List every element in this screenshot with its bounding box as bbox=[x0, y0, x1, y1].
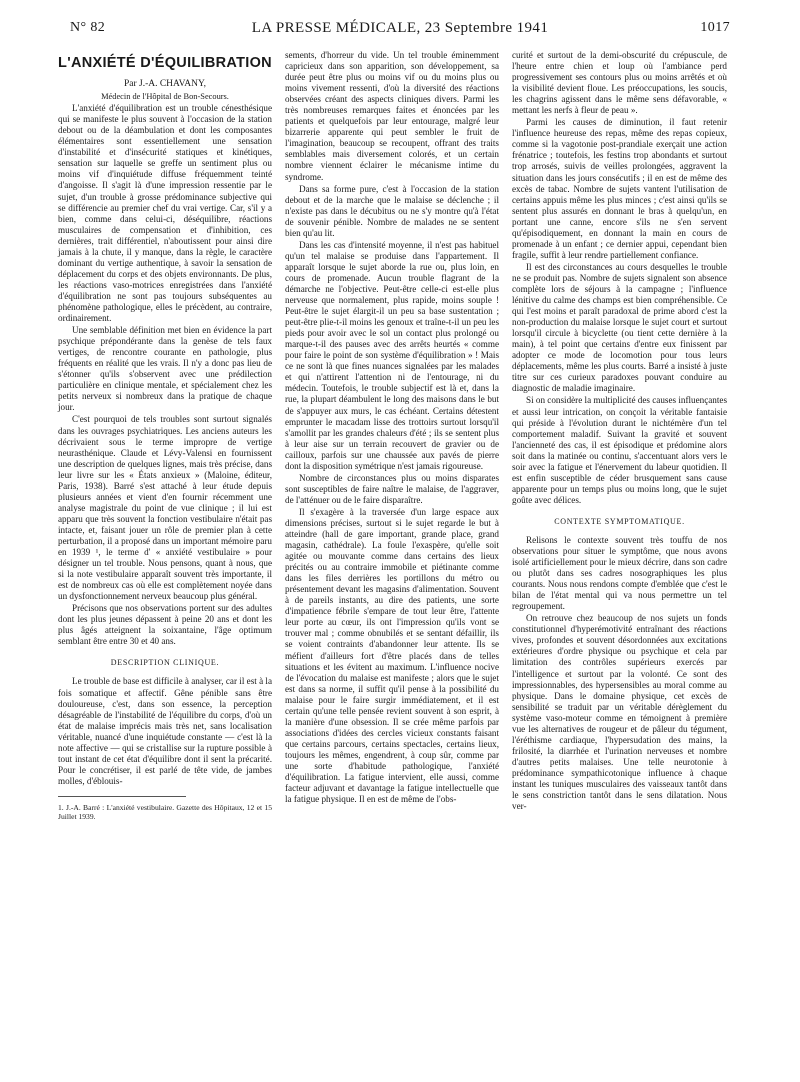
author-affiliation: Médecin de l'Hôpital de Bon-Secours. bbox=[101, 92, 229, 102]
column-2 bbox=[285, 50, 499, 806]
paragraph: L'anxiété d'équilibration est un trouble cénesthésique qui se manifeste le plus souvent à l'occasion de la station debout ou de la déambulation et dont les composantes élémentaires sont essentiellement une sensation d'instabilité et d'insécurité statiques et kinétiques, sensation sur laquelle se greffe un sentiment plus ou moins vif d'inquiétude diffuse fréquemment teinté d'angoisse. Il s'agit là d'une impression ressentie par le sujet, d'un trouble à grosse prédominance subjective qui se différencie au premier chef du vrai vertige. Car, s'il y a bien, comme dans celui-ci, déséquilibre, réactions musculaires de compensation et d'inhibition, ces dernières, trait différentiel, n'aboutissent pour ainsi dire jamais à la chute, il y manque, dans la règle, le caractère dominant du vertige authentique, à savoir la sensation de déplacement du corps et des objets environnants. De plus, les réactions vaso-motrices enregistrées dans l'anxiété d'équilibration ne sont pas toujours subséquentes au phénomène pathologique, elles le précèdent, au contraire, ordinairement. bbox=[58, 103, 272, 324]
paragraph: curité et surtout de la demi-obscurité du crépuscule, de l'heure entre chien et loup où l'ambiance perd progressivement ses contours plus ou moins arrêtés et où la visibilité devient floue. Les préoccupations, les soucis, les chagrins agissent dans le même sens défavorable, « mettant les nerfs à fleur de peau ». bbox=[512, 50, 727, 116]
article-title: L'ANXIÉTÉ D'ÉQUILIBRATION bbox=[58, 55, 272, 71]
paragraph: Il s'exagère à la traversée d'un large espace aux dimensions précises, surtout si le sujet regarde le but à atteindre (hall de gare important, grande place, grand magasin, cathédrale). La foule l'exaspère, qu'elle soit agitée ou mouvante comme dans certains des lieux précités ou au contraire immobile et piétinante comme dans les files derrières les portillons du métro ou présentement devant les magasins d'alimentation. Souvent à de pareils instants, au dire des patients, une sorte d'impatience fébrile s'empare de tout leur être, l'attente leur porte au cœur, ils ont l'impression qu'ils vont se trouver mal ; comme obnubilés et se sentant défaillir, ils se voient contraints d'abandonner leur attente. Ils se méfient d'ailleurs fort d'être placés dans de telles situations et les évitent au maximum. L'influence nocive de l'évocation du malaise est manifeste ; alors que le sujet est dans sa norme, il suffit qu'il pense à la possibilité du malaise pour le faire surgir immédiatement, et il est certain qu'une telle pensée revient souvent à son esprit, à la manière d'une obsession. Il se crée même parfois par associations d'idées des cercles vicieux constants faisant que certains parcours, certains spectacles, certains lieux, toujours les mêmes, engendrent, à coup sûr, comme par une sorte d'habitude pathologique, l'anxiété d'équilibration. La fatigue intervient, elle aussi, comme facteur adjuvant et davantage la fatigue intellectuelle que la fatigue physique. Il en est de même de l'obs- bbox=[285, 506, 499, 805]
page-number: 1017 bbox=[700, 20, 730, 35]
paragraph: C'est pourquoi de tels troubles sont surtout signalés dans les ouvrages psychiatriques. Les anciens auteurs les décrivaient sous le terme impropre de vertige neurasthénique. Claude et Lévy-Valensi en fournissent une description de quelques lignes, mais très précise, dans leur livre sur les « États anxieux » (Maloine, éditeur, Paris, 1938). Barré s'est attaché à leur étude depuis plusieurs années et vient d'en fournir récemment une analyse magistrale du point de vue clinique ; il lui est apparu que très souvent la fonction vestibulaire n'était pas intacte, et, faisant jouer un rôle de premier plan à cette perturbation, il a proposé dans un important mémoire paru en 1939 ¹, le terme d' « anxiété vestibulaire » pour désigner un tel trouble. Nous pensons, quant à nous, que si la note vestibulaire apparaît souvent très importante, il est de nombreux cas où elle est complètement noyée dans un dysfonctionnement nerveux beaucoup plus général. bbox=[58, 414, 272, 602]
paragraph: sements, d'horreur du vide. Un tel trouble éminemment capricieux dans son apparition, son développement, sa durée peut être plus ou moins vif ou du moins plus ou moins vivement ressenti, d'où la diversité des réactions observées créant des aspects cliniques divers. Parmi les très nombreuses remarques faites et énoncées par les patients et quelquefois par leur entourage, malgré leur bizarrerie apparente qui peut sembler le fruit de l'imagination, beaucoup se recoupent, offrant des traits semblables mais diversement colorés, et un certain nombre viennent éclairer le mécanisme intime du syndrome. bbox=[285, 50, 499, 182]
paragraph: Une semblable définition met bien en évidence la part psychique prépondérante dans la genèse de tels faux vertiges, de rencontre courante en pathologie, plus fréquents en réalité que les vrais. Il n'y a donc pas lieu de s'étonner qu'ils s'observent avec une prédilection particulière en clinique mentale, et spécialement chez les petits nerveux si nombreux dans la pratique de chaque jour. bbox=[58, 325, 272, 413]
paragraph: Parmi les causes de diminution, il faut retenir l'influence heureuse des repas, même des repas copieux, comme si la vagotonie post-prandiale exerçait une action frénatrice ; toutefois, les festins trop abondants et surtout trop arrosés, suivis de veilles prolongées, aggravent la situation dans les jours consécutifs ; il en est de même des excès de tabac. Nombre de sujets vantent l'utilisation de certains appuis même les plus minces ; c'est ainsi qu'ils se sentent plus assurés en donnant le bras à quelqu'un, en portant une canne, encore s'ils ne s'en servent qu'épisodiquement, en donnant la main en cours de promenade à un enfant ; ce dernier appui, cependant bien fragile, suffit à leur rendre partiellement confiance. bbox=[512, 117, 727, 260]
paragraph: Dans les cas d'intensité moyenne, il n'est pas habituel qu'un tel malaise se produise dans l'appartement. Il apparaît lorsque le sujet aborde la rue ou, plus loin, en cours de promenade. Aucun trouble flagrant de la démarche ne l'objective. Peut-être celle-ci est-elle plus nerveuse que normalement, plus rapide, moins souple ! Peut-être le sujet élargit-il un peu sa base sustentation ; peut-être plie-t-il moins les genoux et traîne-t-il un peu les pieds pour avoir avec le sol un contact plus prolongé ou marque-t-il des pauses avec des arrêts heurtés « comme pour faire le point de son système d'équilibration » ! Mais ce ne sont là que fines nuances signalées par les malades et qui n'attirent l'attention ni de l'entourage, ni du médecin. Toutefois, le trouble subjectif est là et, dans la rue, la plupart déambulent le long des maisons dans le but de s'appuyer aux murs, le cas échéant. Certains détestent emprunter le macadam lisse des trottoirs surtout lorsqu'il s'amollit par les grandes chaleurs d'été ; ils se sentent plus à leur aise sur un terrain recouvert de gravier ou de cailloux, parfois sur une chaussée aux pavés de pierre dont la disposition symétrique n'est jamais rigoureuse. bbox=[285, 239, 499, 471]
paragraph: Relisons le contexte souvent très touffu de nos observations pour situer le symptôme, que nous avons isolé artificiellement pour le mieux décrire, dans son cadre ou plutôt dans ses cadres nosographiques les plus courants. Nous nous rendons compte d'emblée que c'est le bilan de l'état mental qui va nous permettre un tel regroupement. bbox=[512, 534, 727, 612]
column-1 bbox=[58, 50, 272, 823]
issue-number: N° 82 bbox=[70, 20, 106, 35]
paragraph: On retrouve chez beaucoup de nos sujets un fonds constitutionnel d'hyperémotivité entraînant des réactions vives, profondes et souvent désordonnées aux excitations extérieures d'ordre physique ou psychique et cela par limitation des contrôles supérieurs exercés par l'intelligence et surtout par la volonté. Ce sont des impressionnables, des hypersensibles au moral comme au physique. Dans le domaine physique, cet excès de sensibilité se traduit par un véritable dérèglement du système vaso-moteur comme en témoignent à première vue les alternatives de rougeur et de pâleur du tégument, l'éréthisme cardiaque, l'hypersudation des mains, la frilosité, la diarrhée et l'urination nerveuses et nombre d'autres petits malaises. Une telle neurotonie à prédominance sympathicotonique influence à chaque instant les tuniques musculaires des vaisseaux tantôt dans le sens constriction tantôt dans le sens dilatation. Nous ver- bbox=[512, 613, 727, 812]
paragraph: Il est des circonstances au cours desquelles le trouble ne se produit pas. Nombre de sujets signalent son absence complète lors de séjours à la campagne ; l'influence lénitive du calme des champs est bien compréhensible. Ce qui l'est moins et paraît paradoxal de prime abord c'est la non-production du malaise lorsque le sujet court et surtout lorsqu'il circule à bicyclette (ou tient cette dernière à la main), à tel point que certains d'entre eux finissent par adopter ce mode de locomotion pour tous leurs déplacements, même les plus courts. Barré a insisté à juste titre sur ces curieux paradoxes pouvant conduire au diagnostic de maladie imaginaire. bbox=[512, 261, 727, 394]
running-header bbox=[70, 20, 730, 40]
footnote: 1. J.-A. Barré : L'anxiété vestibulaire. Gazette des Hôpitaux, 12 et 15 Juillet 1939. bbox=[58, 802, 272, 822]
section-heading: CONTEXTE SYMPTOMATIQUE. bbox=[554, 516, 685, 526]
paragraph: Précisons que nos observations portent sur des adultes dont les plus jeunes dépassent à peine 20 ans et dont les plus âgés atteignent la soixantaine, l'âge optimum semblant être entre 30 et 40 ans. bbox=[58, 603, 272, 647]
journal-title: LA PRESSE MÉDICALE, 23 Septembre 1941 bbox=[251, 20, 549, 36]
column-3 bbox=[512, 50, 727, 813]
paragraph: Si on considère la multiplicité des causes influençantes et aussi leur intrication, on conçoit la véritable fantaisie qui préside à l'évolution durant le nichtémère d'un tel comportement maladif. Suivant la gravité et souvent l'ancienneté des cas, il est épisodique et prédomine alors soit dans la matinée ou continu, s'accentuant alors vers le soir avec la fatigue et l'énervement du labeur quotidien. Il est enfin susceptible de céder brusquement sans cause apparente pour un temps plus ou moins long, que le sujet goûte avec délices. bbox=[512, 395, 727, 505]
paragraph: Dans sa forme pure, c'est à l'occasion de la station debout et de la marche que le malaise se déclenche ; il n'existe pas dans le décubitus ou ne s'y montre qu'à l'état de souvenir pénible. Nombre de malades ne se sentent bien qu'au lit. bbox=[285, 183, 499, 238]
section-heading: DESCRIPTION CLINIQUE. bbox=[110, 658, 220, 668]
paragraph: Le trouble de base est difficile à analyser, car il est à la fois somatique et affectif. Gêne pénible sans être douloureuse, c'est, dans son essence, la perception désagréable de l'instabilité de l'équilibre du corps, d'où un état de malaise imprécis mais très net, sans localisation véritable, nuancé d'une inquiétude constante — c'est là la note affective — qui se cristallise sur la rupture possible à tout instant de cet état d'équilibre dont il sent la précarité. Pour le concrétiser, il est parlé de tête vide, de jambes molles, d'éblouis- bbox=[58, 676, 272, 786]
paragraph: Nombre de circonstances plus ou moins disparates sont susceptibles de faire naître le malaise, de l'aggraver, de l'atténuer ou de le faire disparaître. bbox=[285, 472, 499, 505]
author-byline: Par J.-A. CHAVANY, bbox=[123, 79, 207, 90]
footnote-rule bbox=[58, 796, 186, 797]
